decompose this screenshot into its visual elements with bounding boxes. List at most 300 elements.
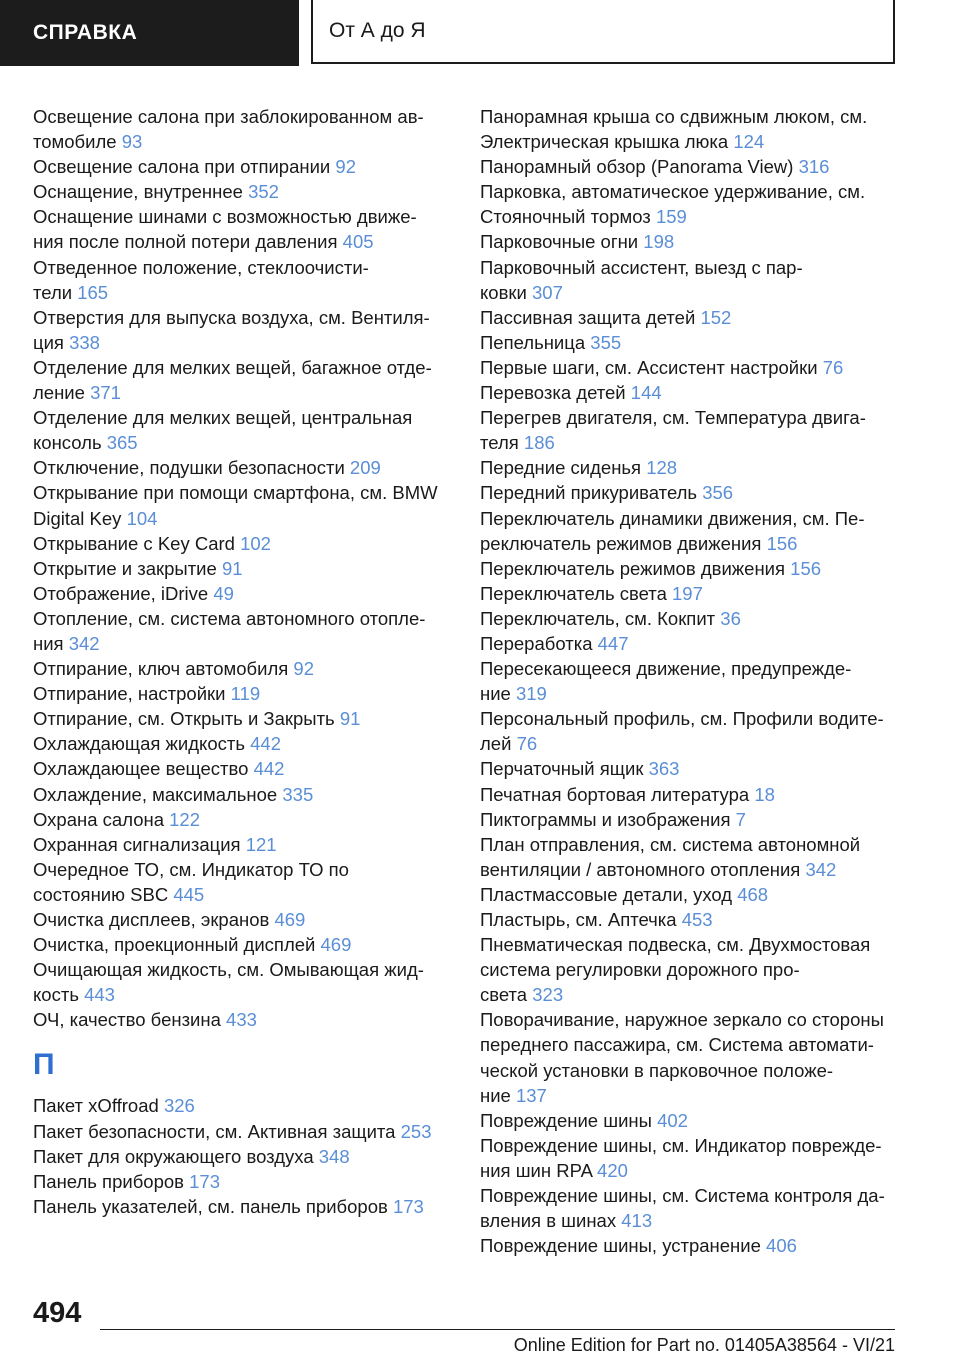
index-entry-text [480, 957, 900, 982]
entry-term: Панель указателей, см. панель приборов [33, 1195, 388, 1217]
index-entry-text [480, 154, 900, 179]
entry-term: кость [33, 984, 79, 1006]
index-entry [33, 531, 448, 556]
entry-term: теля [480, 432, 519, 454]
index-entry [33, 405, 448, 455]
edition-note: Online Edition for Part no. 01405A38564 - VI/21 [513, 1335, 895, 1355]
page-reference-link[interactable]: 159 [655, 206, 687, 228]
entry-term: ОЧ, качество бензина [33, 1009, 221, 1031]
page-reference-link[interactable]: 342 [805, 858, 837, 880]
page-reference-link[interactable]: 128 [646, 457, 678, 479]
page-reference-link[interactable]: 197 [672, 582, 703, 604]
index-entry-text [33, 305, 448, 330]
page-reference-link[interactable]: 335 [282, 783, 314, 805]
page-reference-link[interactable]: 363 [648, 758, 680, 780]
page-reference-link[interactable]: 413 [621, 1210, 653, 1232]
page-reference-link[interactable]: 352 [248, 181, 279, 203]
page-reference-link[interactable]: 468 [737, 883, 769, 905]
entry-term: ния шин RPA [480, 1159, 592, 1181]
page-reference-link[interactable]: 402 [657, 1109, 688, 1131]
index-entry-text [480, 380, 900, 405]
page-reference-link[interactable]: 121 [245, 833, 277, 855]
page-number: 494 [33, 1297, 82, 1329]
page-reference-link[interactable]: 356 [702, 482, 734, 504]
entry-term: Переключатель света [480, 582, 667, 604]
index-entry-text [33, 1007, 448, 1032]
entry-term: Пластырь, см. Аптечка [480, 909, 677, 930]
entry-term: ние [480, 1084, 511, 1106]
entry-term: вентиляции / автономного отопления [480, 858, 801, 880]
entry-term: Охранная сигнализация [33, 833, 241, 855]
index-entry-text [480, 731, 900, 756]
entry-term: Освещение салона при заблокированном ав- [33, 106, 424, 127]
entry-term: Повреждение шины, устранение [480, 1235, 761, 1257]
index-entry-text [33, 807, 448, 832]
entry-term: ния после полной потери давления [33, 231, 338, 253]
index-entry [480, 1007, 900, 1107]
entry-term: Печатная бортовая литература [480, 783, 750, 805]
index-entry-text [480, 581, 900, 606]
index-entry-text [480, 882, 900, 907]
page-reference-link[interactable]: 102 [240, 532, 271, 554]
page-reference-link[interactable]: 91 [339, 708, 361, 730]
entry-term: Охлаждающая жидкость [33, 733, 245, 755]
index-entry [33, 255, 448, 305]
entry-term: Оснащение, внутреннее [33, 181, 243, 203]
entry-term: реключатель режимов движения [480, 532, 762, 554]
index-entry-text [33, 932, 448, 957]
index-entry [480, 255, 900, 305]
entry-term: Пневматическая подвеска, см. Двухмостовая [480, 934, 871, 956]
index-entry-text [33, 731, 448, 756]
index-entry-text [33, 706, 448, 731]
index-entry-text [33, 129, 448, 154]
index-column-left [33, 104, 448, 1219]
entry-term: Поворачивание, наружное зеркало со стороны [480, 1009, 884, 1031]
entry-term: консоль [33, 432, 102, 454]
index-entry [33, 681, 448, 706]
index-entry-text [33, 782, 448, 807]
entry-term: Отключение, подушки безопасности [33, 457, 345, 479]
index-entry [33, 706, 448, 731]
page-reference-link[interactable]: 124 [733, 131, 765, 153]
page-reference-link[interactable]: 119 [230, 683, 261, 705]
index-entry-text [33, 531, 448, 556]
page-reference-link[interactable]: 36 [720, 607, 741, 629]
entry-term: План отправления, см. система автономной [480, 833, 861, 855]
entry-term: Отопление, см. система автономного отопле- [33, 607, 426, 629]
page-reference-link[interactable]: 91 [221, 557, 243, 579]
index-entry [480, 631, 900, 656]
page-reference-link[interactable]: 433 [226, 1009, 257, 1031]
index-entry [480, 581, 900, 606]
page-reference-link[interactable]: 209 [349, 457, 381, 479]
index-entry-text [480, 204, 900, 229]
page-reference-link[interactable]: 447 [597, 632, 629, 654]
page-reference-link[interactable]: 93 [121, 131, 143, 153]
index-entry-text [480, 932, 900, 957]
index-entry-text [33, 405, 448, 430]
index-entry [33, 154, 448, 179]
index-entry [33, 1194, 448, 1219]
page-header [0, 0, 960, 66]
page-reference-link[interactable]: 198 [643, 231, 675, 253]
index-entry-text [33, 581, 448, 606]
index-entry-text [480, 1183, 900, 1208]
index-entry [33, 1093, 448, 1118]
entry-term: Переключатель, см. Кокпит [480, 607, 716, 629]
entry-term: Отпирание, настройки [33, 683, 226, 705]
page-reference-link[interactable]: 76 [822, 356, 844, 378]
index-entry-text [480, 982, 900, 1007]
index-entry [33, 932, 448, 957]
index-entry [480, 380, 900, 405]
topic-title: От А до Я [329, 19, 426, 42]
index-entry [480, 405, 900, 455]
entry-term: ление [33, 382, 85, 404]
index-entry-text [480, 129, 900, 154]
index-entry-text [480, 606, 900, 631]
page-reference-link[interactable]: 18 [754, 783, 775, 805]
index-entry-text [33, 656, 448, 681]
index-entry [33, 957, 448, 1007]
index-entry-text [33, 681, 448, 706]
entry-term: Очистка, проекционный дисплей [33, 934, 316, 956]
index-entry-text [33, 756, 448, 781]
entry-term: Персональный профиль, см. Профили водите- [480, 708, 884, 730]
index-entry-text [480, 706, 900, 731]
page-reference-link[interactable]: 92 [293, 658, 314, 680]
index-entry [33, 305, 448, 355]
index-entry-text [480, 305, 900, 330]
index-entry-text [480, 1233, 900, 1258]
page-reference-link[interactable]: 122 [169, 808, 201, 830]
index-entry [480, 330, 900, 355]
index-entry [480, 882, 900, 907]
index-entry-text [33, 1169, 448, 1194]
page-reference-link[interactable]: 442 [250, 733, 281, 755]
entry-term: томобиле [33, 131, 117, 153]
index-entry-text [480, 756, 900, 781]
page-reference-link[interactable]: 144 [630, 382, 662, 404]
entry-term: Открытие и закрытие [33, 557, 217, 579]
entry-term: вления в шинах [480, 1210, 617, 1232]
index-entry [480, 756, 900, 781]
page-reference-link[interactable]: 348 [318, 1145, 350, 1167]
entry-term: Отведенное положение, стеклоочисти- [33, 256, 369, 278]
index-entry-text [33, 982, 448, 1007]
page-reference-link[interactable]: 442 [253, 758, 285, 780]
entry-term: Электрическая крышка люка [480, 131, 729, 153]
index-entry [480, 1133, 900, 1183]
section-title: СПРАВКА [33, 21, 138, 44]
entry-term: Панорамный обзор (Panorama View) [480, 156, 794, 178]
entry-term: Охрана салона [33, 808, 164, 830]
index-entry [480, 229, 900, 254]
page-reference-link[interactable]: 307 [532, 281, 563, 303]
index-entry-text [33, 1144, 448, 1169]
page-reference-link[interactable]: 443 [84, 984, 115, 1006]
entry-term: Открывание с Key Card [33, 532, 235, 554]
entry-term: ния [33, 632, 64, 654]
index-entry-text [480, 857, 900, 882]
index-entry-text [480, 330, 900, 355]
entry-term: Передний прикуриватель [480, 482, 698, 504]
entry-term: Пластмассовые детали, уход [480, 883, 733, 905]
entry-term: Очередное ТО, см. Индикатор ТО по [33, 858, 349, 880]
index-entry-text [33, 355, 448, 380]
index-entry [33, 1007, 448, 1032]
entry-term: Переработка [480, 632, 593, 654]
index-entry [480, 807, 900, 832]
entry-term: Панорамная крыша со сдвижным люком, см. [480, 106, 868, 127]
index-entry-text [33, 179, 448, 204]
entry-term: состоянию SBC [33, 883, 169, 905]
page-reference-link[interactable]: 173 [392, 1195, 424, 1217]
index-entry-text [33, 1119, 448, 1144]
page-reference-link[interactable]: 371 [90, 382, 121, 404]
index-entry [480, 907, 900, 932]
index-entry [480, 932, 900, 1007]
entry-term: Повреждение шины [480, 1109, 652, 1131]
index-entry-text [480, 1108, 900, 1133]
page-reference-link[interactable]: 445 [173, 883, 205, 905]
index-entry [33, 204, 448, 254]
page-reference-link[interactable]: 49 [213, 582, 234, 604]
index-entry [480, 305, 900, 330]
index-entry-text [33, 631, 448, 656]
entry-term: Переключатель динамики движения, см. Пе- [480, 507, 865, 529]
index-entry-text [480, 807, 900, 832]
index-entry-text [480, 1133, 900, 1158]
page-reference-link[interactable]: 165 [77, 281, 109, 303]
index-entry-text [480, 280, 900, 305]
entry-term: Digital Key [33, 507, 122, 529]
entry-term: Отделение для мелких вещей, центральная [33, 407, 413, 429]
index-entry-text [480, 556, 900, 581]
entry-term: система регулировки дорожного про- [480, 959, 800, 981]
index-entry-text [480, 480, 900, 505]
entry-term: ческой установки в парковочное положе- [480, 1059, 834, 1081]
entry-term: тели [33, 281, 73, 303]
index-entry-text [480, 405, 900, 430]
page-reference-link[interactable]: 76 [516, 733, 538, 755]
index-entry-text [480, 907, 900, 932]
entry-term: Панель приборов [33, 1170, 184, 1192]
entry-term: Пакет xOffroad [33, 1095, 159, 1117]
page-reference-link[interactable]: 319 [515, 683, 547, 705]
section-tab[interactable] [0, 0, 299, 66]
page-reference-link[interactable]: 453 [681, 909, 713, 930]
entry-term: Пепельница [480, 331, 586, 353]
index-entry [480, 154, 900, 179]
entry-term: лей [480, 733, 512, 755]
index-entry [480, 104, 900, 154]
index-entry [480, 455, 900, 480]
page-reference-link[interactable]: 338 [69, 331, 100, 353]
index-entry [33, 104, 448, 154]
index-entry [33, 179, 448, 204]
index-entry [33, 606, 448, 656]
index-entry-text [480, 430, 900, 455]
index-entry [480, 606, 900, 631]
page-reference-link[interactable]: 316 [798, 156, 830, 178]
index-entry-text [33, 480, 448, 505]
index-entry-text [33, 1093, 448, 1118]
entry-term: Парковка, автоматическое удерживание, см. [480, 181, 866, 203]
entry-term: Оснащение шинами с возможностью движе- [33, 206, 417, 228]
index-entry-text [33, 280, 448, 305]
entry-term: Первые шаги, см. Ассистент настройки [480, 356, 818, 378]
entry-term: Отверстия для выпуска воздуха, см. Вентиля- [33, 306, 430, 328]
index-entry [480, 179, 900, 229]
entry-term: ковки [480, 281, 527, 303]
entry-term: Парковочный ассистент, выезд с пар- [480, 256, 803, 278]
index-entry-text [480, 506, 900, 531]
entry-term: Отображение, iDrive [33, 582, 209, 604]
index-entry-text [480, 104, 900, 129]
index-entry-text [480, 1007, 900, 1032]
index-entry-text [33, 380, 448, 405]
page-reference-link[interactable]: 469 [320, 934, 352, 956]
index-entry [33, 556, 448, 581]
entry-term: Перевозка детей [480, 382, 626, 404]
index-entry [33, 455, 448, 480]
entry-term: Пакет безопасности, см. Активная защита [33, 1120, 396, 1142]
index-entry [33, 782, 448, 807]
page-reference-link[interactable]: 104 [126, 507, 158, 529]
entry-term: Открывание при помощи смартфона, см. BMW [33, 482, 438, 504]
index-entry [33, 581, 448, 606]
page-reference-link[interactable]: 253 [400, 1120, 432, 1142]
index-entry-text [480, 1032, 900, 1057]
entry-term: Стояночный тормоз [480, 206, 651, 228]
index-entry [33, 731, 448, 756]
index-entry-text [33, 430, 448, 455]
page-reference-link[interactable]: 342 [68, 632, 100, 654]
index-entry [33, 832, 448, 857]
index-entry [480, 706, 900, 756]
index-entry-text [480, 832, 900, 857]
index-entry-text [480, 681, 900, 706]
page-reference-link[interactable]: 365 [106, 432, 138, 454]
index-entry-text [480, 455, 900, 480]
index-entry-text [33, 104, 448, 129]
page-reference-link[interactable]: 156 [790, 557, 822, 579]
page-reference-link[interactable]: 405 [342, 231, 374, 253]
entry-term: Очищающая жидкость, см. Омывающая жид- [33, 959, 424, 981]
index-entry [33, 656, 448, 681]
entry-term: Охлаждающее вещество [33, 758, 249, 780]
entry-term: Перчаточный ящик [480, 758, 644, 780]
index-entry [33, 807, 448, 832]
index-entry-text [33, 957, 448, 982]
page-reference-link[interactable]: 326 [163, 1095, 195, 1117]
page-reference-link[interactable]: 469 [274, 909, 306, 930]
index-entry-text [480, 782, 900, 807]
page-reference-link[interactable]: 156 [766, 532, 798, 554]
index-entry [480, 656, 900, 706]
page-reference-link[interactable]: 186 [523, 432, 555, 454]
page-reference-link[interactable]: 137 [515, 1084, 547, 1106]
entry-term: света [480, 984, 528, 1006]
entry-term: Передние сиденья [480, 457, 642, 479]
index-entry [33, 1119, 448, 1144]
index-entry-text [33, 556, 448, 581]
entry-term: Пассивная защита детей [480, 306, 696, 328]
entry-term: Отпирание, см. Открыть и Закрыть [33, 708, 335, 730]
index-entry-text [33, 204, 448, 229]
index-entry [480, 480, 900, 505]
index-entry-text [33, 606, 448, 631]
entry-term: ние [480, 683, 511, 705]
index-entry-text [480, 229, 900, 254]
index-entry [480, 1183, 900, 1233]
page-reference-link[interactable]: 152 [700, 306, 732, 328]
index-entry [480, 355, 900, 380]
index-entry [480, 782, 900, 807]
page-reference-link[interactable]: 323 [532, 984, 564, 1006]
entry-term: ция [33, 331, 64, 353]
page-reference-link[interactable]: 406 [766, 1235, 797, 1257]
index-entry-text [33, 907, 448, 932]
index-entry [33, 1169, 448, 1194]
index-entry-text [33, 832, 448, 857]
index-entry-text [33, 1194, 448, 1219]
entry-term: переднего пассажира, см. Система автомати- [480, 1034, 874, 1056]
index-entry-text [480, 179, 900, 204]
index-entry [33, 857, 448, 907]
index-entry [480, 1233, 900, 1258]
page-reference-link[interactable]: 355 [590, 331, 622, 353]
entry-term: Очистка дисплеев, экранов [33, 909, 270, 930]
index-entry [33, 1144, 448, 1169]
page-reference-link[interactable]: 7 [735, 808, 746, 830]
index-entry-text [33, 857, 448, 882]
entry-term: Освещение салона при отпирании [33, 156, 331, 178]
index-entry-text [33, 882, 448, 907]
index-entry-text [480, 631, 900, 656]
index-entry [480, 556, 900, 581]
entry-term: Повреждение шины, см. Система контроля да- [480, 1185, 885, 1207]
page-reference-link[interactable]: 92 [335, 156, 356, 178]
section-letter-heading: П [33, 1048, 55, 1082]
index-entry [480, 1108, 900, 1133]
index-entry [33, 355, 448, 405]
index-entry [33, 907, 448, 932]
index-entry-text [33, 506, 448, 531]
index-entry [33, 756, 448, 781]
index-entry-text [33, 229, 448, 254]
index-entry [33, 480, 448, 530]
index-entry-text [33, 255, 448, 280]
page-reference-link[interactable]: 173 [189, 1170, 220, 1192]
index-entry [480, 832, 900, 882]
entry-term: Повреждение шины, см. Индикатор поврежде- [480, 1134, 882, 1156]
index-entry-text [480, 1208, 900, 1233]
entry-term: Парковочные огни [480, 231, 639, 253]
topic-tab[interactable] [311, 0, 895, 64]
index-entry-text [480, 531, 900, 556]
entry-term: Отделение для мелких вещей, багажное отде- [33, 356, 432, 378]
index-entry [480, 506, 900, 556]
entry-term: Пиктограммы и изображения [480, 808, 731, 830]
index-entry-text [33, 330, 448, 355]
page-reference-link[interactable]: 420 [597, 1159, 628, 1181]
index-entry-text [33, 455, 448, 480]
index-entry-text [480, 1083, 900, 1108]
index-entry-text [480, 656, 900, 681]
